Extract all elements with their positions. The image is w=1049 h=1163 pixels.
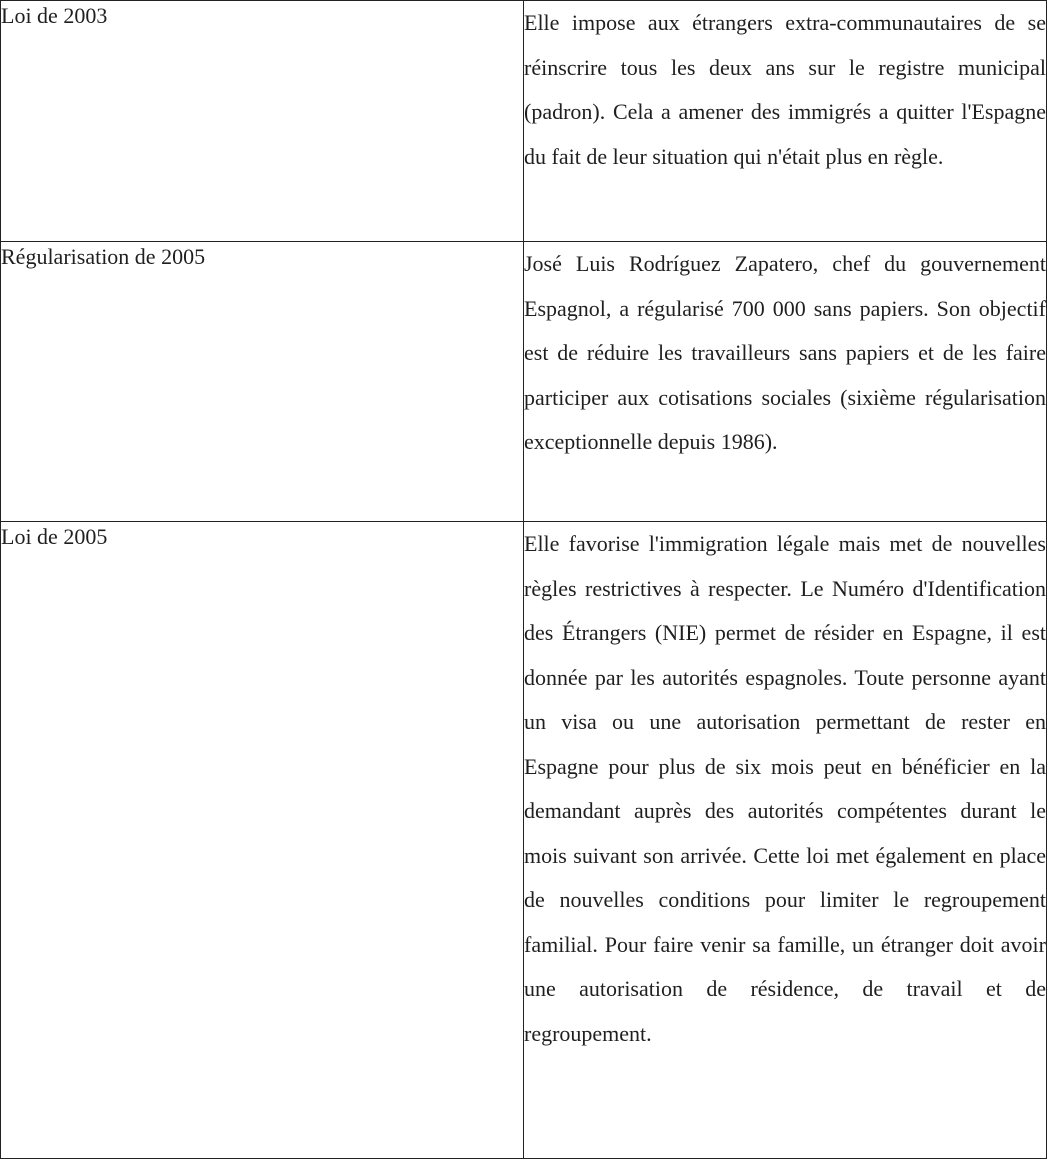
table-row xyxy=(1,242,1047,522)
law-description-cell: Elle impose aux étrangers extra-communautaires de se réinscrire tous les deux ans sur le registre municipal (padron). Cela a amener des immigrés a quitter l'Espagne du fait de leur situation qui n'était plus en règle. xyxy=(524,1,1047,242)
law-label-cell: Loi de 2005 xyxy=(1,522,524,1159)
law-description-cell: Elle favorise l'immigration légale mais met de nouvelles règles restrictives à respecter. Le Numéro d'Identification des Étrangers (NIE) permet de résider en Espagne, il est donnée par les autorités espagnoles. Toute personne ayant un visa ou une autorisation permettant de rester en Espagne pour plus de six mois peut en bénéficier en la demandant auprès des autorités compétentes durant le mois suivant son arrivée. Cette loi met également en place de nouvelles conditions pour limiter le regroupement familial. Pour faire venir sa famille, un étranger doit avoir une autorisation de résidence, de travail et de regroupement. xyxy=(524,522,1047,1159)
table-row xyxy=(1,1,1047,242)
law-label-cell: Régularisation de 2005 xyxy=(1,242,524,522)
law-description-cell: José Luis Rodríguez Zapatero, chef du gouvernement Espagnol, a régularisé 700 000 sans papiers. Son objectif est de réduire les travailleurs sans papiers et de les faire participer aux cotisations sociales (sixième régularisation exceptionnelle depuis 1986). xyxy=(524,242,1047,522)
law-label-cell: Loi de 2003 xyxy=(1,1,524,242)
table-row xyxy=(1,522,1047,1159)
